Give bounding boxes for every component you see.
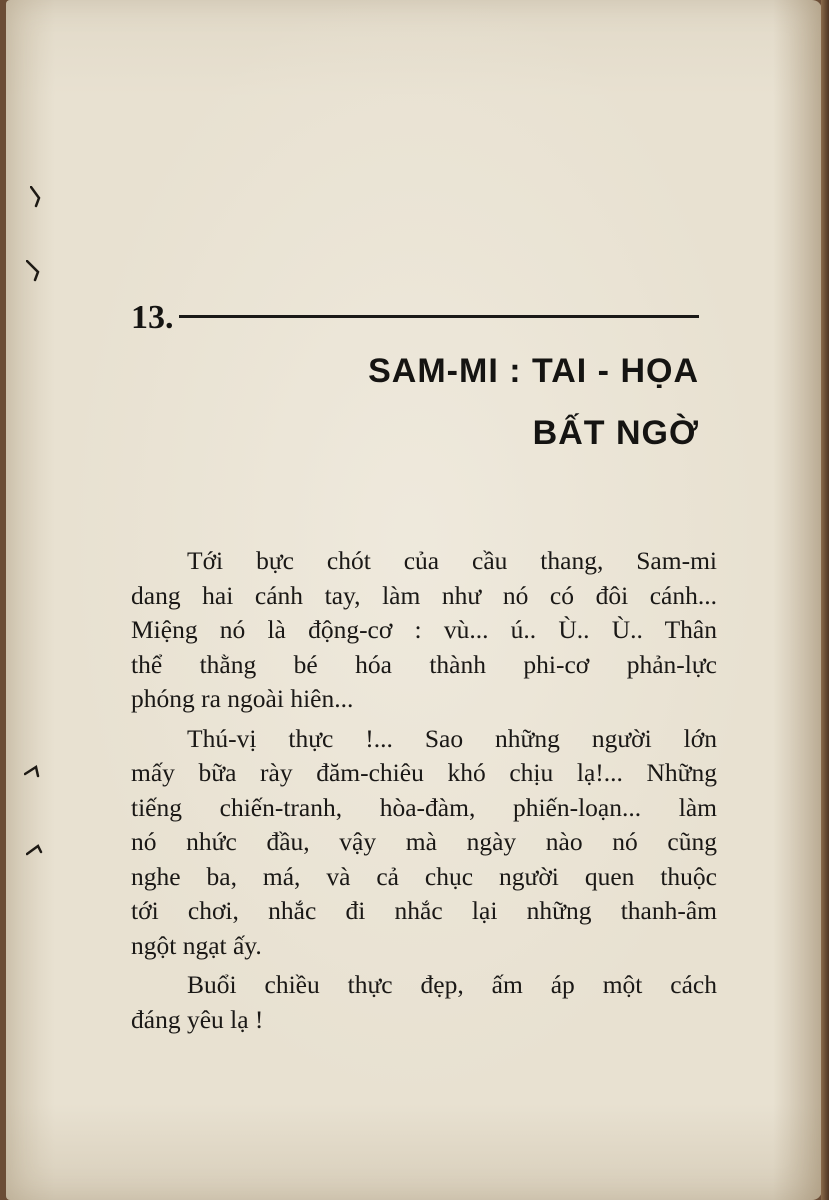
staple-mark-icon bbox=[26, 260, 42, 276]
page-edge-shadow bbox=[821, 0, 829, 1200]
text-line: mấy bữa rày đăm-chiêu khó chịu lạ!... Những bbox=[131, 758, 717, 787]
text-line: phóng ra ngoài hiên... bbox=[131, 684, 354, 713]
text-line: dang hai cánh tay, làm như nó có đôi cánh... bbox=[131, 580, 717, 610]
staple-mark-icon bbox=[24, 764, 40, 780]
text-line: tiếng chiến-tranh, hòa-đàm, phiến-loạn... làm bbox=[131, 792, 717, 822]
paragraph-1 bbox=[131, 544, 717, 717]
chapter-title bbox=[219, 340, 699, 464]
body-text bbox=[131, 544, 717, 1037]
chapter-title-line-1: SAM-MI : TAI - HỌA bbox=[368, 352, 699, 390]
text-line: đáng yêu lạ ! bbox=[131, 1004, 264, 1034]
chapter-number: 13. bbox=[131, 299, 174, 336]
chapter-header bbox=[131, 298, 699, 338]
text-line: nó nhức đầu, vậy mà ngày nào nó cũng bbox=[131, 827, 717, 856]
staple-mark-icon bbox=[30, 186, 46, 202]
text-line: tới chơi, nhắc đi nhắc lại những thanh-âm bbox=[131, 896, 717, 925]
staple-mark-icon bbox=[26, 842, 42, 858]
text-line: Tới bực chót của cầu thang, Sam-mi bbox=[187, 546, 717, 575]
text-line: ngột ngạt ấy. bbox=[131, 930, 262, 960]
paragraph-2 bbox=[131, 722, 717, 964]
text-line: nghe ba, má, và cả chục người quen thuộc bbox=[131, 861, 717, 891]
chapter-rule bbox=[179, 315, 699, 318]
text-line: thể thằng bé hóa thành phi-cơ phản-lực bbox=[131, 649, 717, 679]
text-line: Buổi chiều thực đẹp, ấm áp một cách bbox=[187, 970, 717, 999]
paragraph-3 bbox=[131, 968, 717, 1037]
chapter-title-line-2: BẤT NGỜ bbox=[532, 414, 699, 452]
text-line: Thú-vị thực !... Sao những người lớn bbox=[187, 723, 717, 753]
text-line: Miệng nó là động-cơ : vù... ú.. Ù.. Ù.. Thân bbox=[131, 615, 717, 644]
